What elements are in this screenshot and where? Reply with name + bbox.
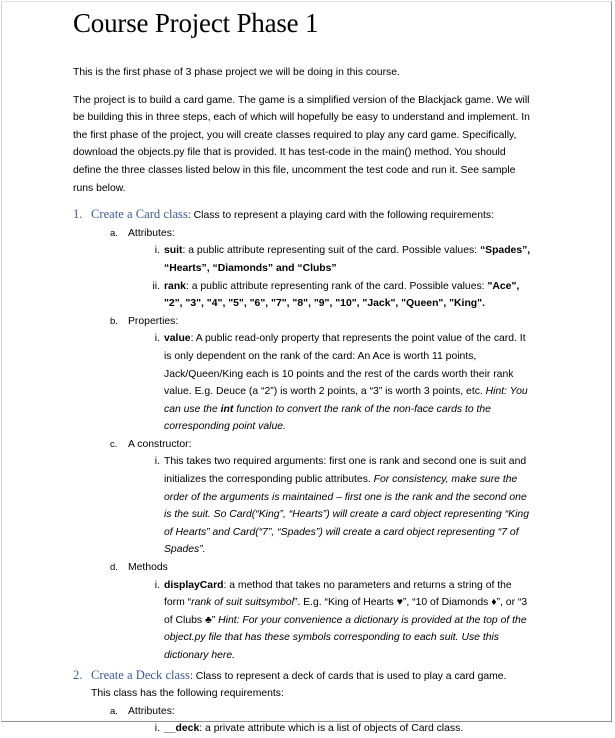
- subsection-properties: [73, 313, 535, 331]
- property-name: value: [164, 333, 191, 345]
- subsection-label: Methods: [128, 562, 168, 574]
- section-summary: : Class to represent a deck of cards that is used to play a card game.: [189, 670, 507, 682]
- attribute-text: : a private attribute which is a list of objects of Card class.: [199, 723, 464, 735]
- attribute-text: : a public attribute representing rank of the card. Possible values:: [185, 280, 488, 292]
- subsection-constructor: [73, 436, 535, 454]
- list-item-rank: [73, 278, 535, 313]
- list-item-constructor: [73, 453, 535, 559]
- attribute-text: : a public attribute representing suit of the card. Possible values:: [182, 245, 478, 257]
- section-number: 1.: [73, 207, 83, 222]
- attribute-values: "Ace", "2", "3", "4", "5", "6", "7", "8", "9", "10", "Jack", "Queen", "King".: [164, 280, 520, 310]
- document-body: [73, 64, 535, 738]
- method-example: ”. E.g. “King of Hearts ♥”, “10 of Diamonds ♦”, or “3 of Clubs ♣”: [164, 597, 528, 626]
- list-marker: i.: [154, 245, 160, 257]
- subsection-label: Attributes:: [128, 705, 175, 717]
- method-text: : a method that takes no parameters and returns a string of the form “: [164, 579, 512, 609]
- list-marker: i.: [154, 456, 160, 468]
- section-summary-continued: This class has the following requirements:: [91, 688, 284, 700]
- subsection-attributes: [73, 703, 535, 721]
- list-item-suit: [73, 242, 535, 277]
- section-summary: : Class to represent a playing card with the following requirements:: [187, 210, 494, 222]
- property-hint: Hint: You can use the: [164, 386, 528, 415]
- list-item-displaycard: [73, 577, 535, 665]
- subsection-methods: [73, 559, 535, 577]
- section-card-class: [73, 206, 535, 225]
- property-hint-keyword: int: [220, 403, 234, 415]
- section-heading: Create a Deck class: [91, 667, 190, 682]
- constructor-text: This takes two required arguments: first one is rank and second one is suit and initializes the corresponding public attributes.: [164, 456, 527, 486]
- page-title: Course Project Phase 1: [73, 8, 319, 38]
- list-marker: b.: [110, 315, 118, 327]
- list-marker: d.: [110, 562, 118, 574]
- list-marker: c.: [110, 438, 118, 450]
- method-name: displayCard: [164, 579, 224, 591]
- list-marker: i.: [154, 723, 160, 735]
- method-hint: Hint: For your convenience a dictionary is provided at the top of the object.py file that has these symbols corresponding to each suit. Use this dictionary here.: [164, 614, 527, 661]
- method-form: rank of suit suitsymbol: [191, 597, 294, 609]
- section-heading: Create a Card class: [91, 207, 188, 222]
- subsection-label: A constructor:: [128, 438, 192, 450]
- list-marker: a.: [110, 705, 118, 717]
- attribute-values: “Spades”, “Hearts”, “Diamonds” and “Clubs”: [164, 245, 531, 274]
- attribute-name: __deck: [164, 723, 200, 735]
- subsection-label: Attributes:: [128, 227, 175, 239]
- section-deck-class: [73, 667, 535, 686]
- constructor-note: For consistency, make sure the order of the arguments is maintained – first one is the rank and the second one is the suit. So Card(“King”, “Hearts”) will create a card object representing “King of Hearts” and Card(“7”, “Spades”) will create a card object representing “7 of Spades”.: [164, 474, 529, 556]
- section-number: 2.: [73, 667, 83, 682]
- list-item-deck: [73, 720, 535, 738]
- subsection-attributes: [73, 225, 535, 243]
- property-text: : A public read-only property that represents the point value of the card. It is only dependent on the rank of the card: An Ace is worth 11 points, Jack/Queen/King each is 10 points and the rest of the cards worth their rank value. E.g. Deuce (a “2”) is worth 2 points, a “3” is worth 3 points, etc.: [164, 333, 526, 398]
- list-marker: a.: [110, 227, 118, 239]
- attribute-name: rank: [164, 280, 186, 292]
- list-item-value: [73, 330, 535, 436]
- list-marker: i.: [154, 579, 160, 591]
- list-marker: i.: [154, 333, 160, 345]
- property-hint-end: function to convert the rank of the non-face cards to the corresponding point value.: [164, 403, 491, 433]
- attribute-name: suit: [164, 245, 183, 257]
- list-marker: ii.: [152, 280, 160, 292]
- subsection-label: Properties:: [128, 315, 179, 327]
- intro-paragraph: This is the first phase of 3 phase project we will be doing in this course.: [73, 67, 400, 78]
- document-page: [1, 1, 612, 735]
- description-paragraph: The project is to build a card game. The game is a simplified version of the Blackjack game. We will be building this in three steps, each of which will hopefully be easy to understand and implement. In the first phase of the project, you will create classes required to play any card game. Specifically, download the objects.py file that is provided. It has test-code in the main() method. You should define the three classes listed below in this file, uncomment the test code and run it. See sample runs below.: [73, 94, 530, 194]
